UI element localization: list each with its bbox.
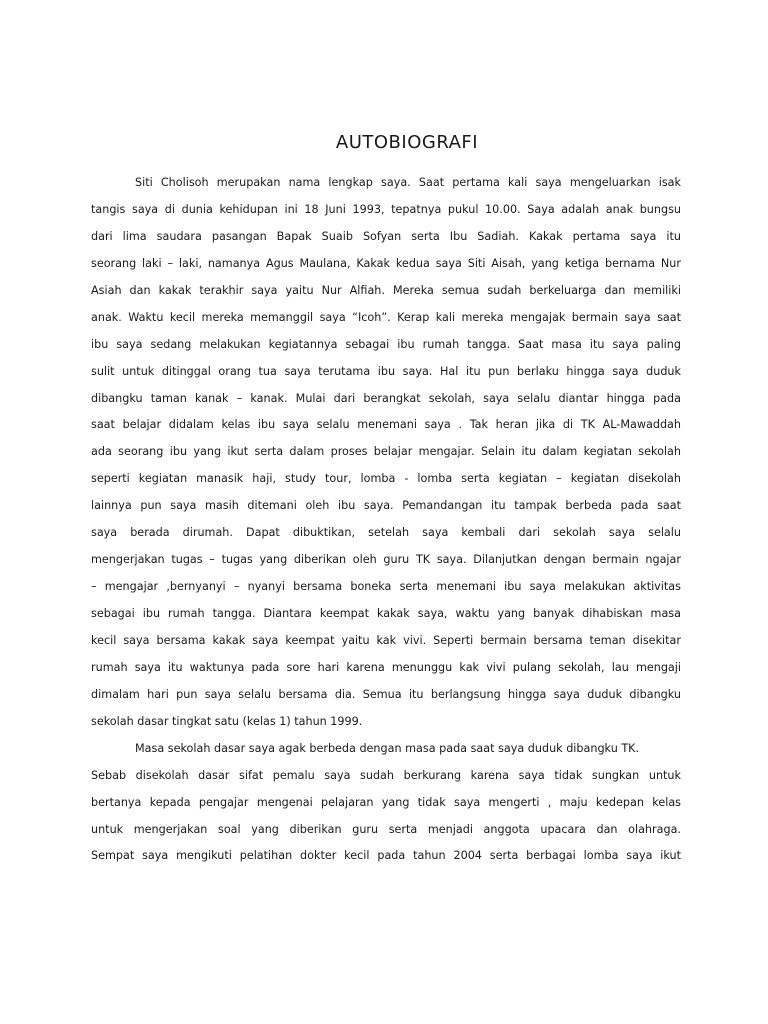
text-line: bertanya kepada pengajar mengenai pelajaran yang tidak saya mengerti , maju kedepan kelas (91, 795, 681, 809)
text-line: sekolah dasar tingkat satu (kelas 1) tahun 1999. (91, 714, 363, 728)
text-line: Sebab disekolah dasar sifat pemalu saya sudah berkurang karena saya tidak sungkan untuk (91, 768, 681, 782)
text-line: lainnya pun saya masih ditemani oleh ibu saya. Pemandangan itu tampak berbeda pada saat (91, 499, 681, 513)
text-line: sebagai ibu rumah tangga. Diantara keempat kakak saya, waktu yang banyak dihabiskan masa (91, 607, 681, 620)
text-line: Masa sekolah dasar saya agak berbeda dengan masa pada saat saya duduk dibangku TK. (135, 741, 640, 755)
text-line: mengerjakan tugas – tugas yang diberikan oleh guru TK saya. Dilanjutkan dengan bermain ngajar (91, 553, 681, 567)
text-line: saat belajar didalam kelas ibu saya selalu menemani saya . Tak heran jika di TK AL-Mawaddah (91, 418, 681, 432)
text-line: seperti kegiatan manasik haji, study tour, lomba - lomba serta kegiatan – kegiatan disekolah (91, 472, 681, 486)
document-body (91, 170, 681, 870)
text-line: rumah saya itu waktunya pada sore hari karena menunggu kak vivi pulang sekolah, lau mengaji (91, 660, 681, 674)
text-line: ada seorang ibu yang ikut serta dalam proses belajar mengajar. Selain itu dalam kegiatan sekolah (91, 445, 681, 459)
text-line: – mengajar ,bernyanyi – nyanyi bersama boneka serta menemani ibu saya melakukan aktivitas (91, 580, 681, 594)
text-line: saya berada dirumah. Dapat dibuktikan, setelah saya kembali dari sekolah saya selalu (91, 526, 681, 540)
text-line: dimalam hari pun saya selalu bersama dia. Semua itu berlangsung hingga saya duduk dibangku (91, 687, 681, 701)
text-line: untuk mengerjakan soal yang diberikan guru serta menjadi anggota upacara dan olahraga. (91, 822, 681, 836)
text-line: tangis saya di dunia kehidupan ini 18 Juni 1993, tepatnya pukul 10.00. Saya adalah anak bungsu (91, 202, 681, 216)
text-line: Asiah dan kakak terakhir saya yaitu Nur Alfiah. Mereka semua sudah berkeluarga dan memiliki (91, 283, 681, 297)
text-line: sulit untuk ditinggal orang tua saya terutama ibu saya. Hal itu pun berlaku hingga saya duduk (91, 364, 681, 378)
document-title: AUTOBIOGRAFI (335, 132, 479, 153)
text-line: anak. Waktu kecil mereka memanggil saya “Icoh”. Kerap kali mereka mengajak bermain saya saat (91, 310, 681, 324)
text-line: seorang laki – laki, namanya Agus Maulana, Kakak kedua saya Siti Aisah, yang ketiga bernama Nur (91, 256, 681, 270)
text-line: dari lima saudara pasangan Bapak Suaib Sofyan serta Ibu Sadiah. Kakak pertama saya itu (91, 229, 681, 243)
text-line: dibangku taman kanak – kanak. Mulai dari berangkat sekolah, saya selalu diantar hingga pada (91, 391, 681, 405)
text-line: Sempat saya mengikuti pelatihan dokter kecil pada tahun 2004 serta berbagai lomba saya ikut (91, 849, 681, 863)
text-line: kecil saya bersama kakak saya keempat yaitu kak vivi. Seperti bermain bersama teman disekitar (91, 633, 681, 647)
text-line: Siti Cholisoh merupakan nama lengkap saya. Saat pertama kali saya mengeluarkan isak (135, 176, 681, 189)
text-line: ibu saya sedang melakukan kegiatannya sebagai ibu rumah tangga. Saat masa itu saya paling (91, 337, 681, 351)
